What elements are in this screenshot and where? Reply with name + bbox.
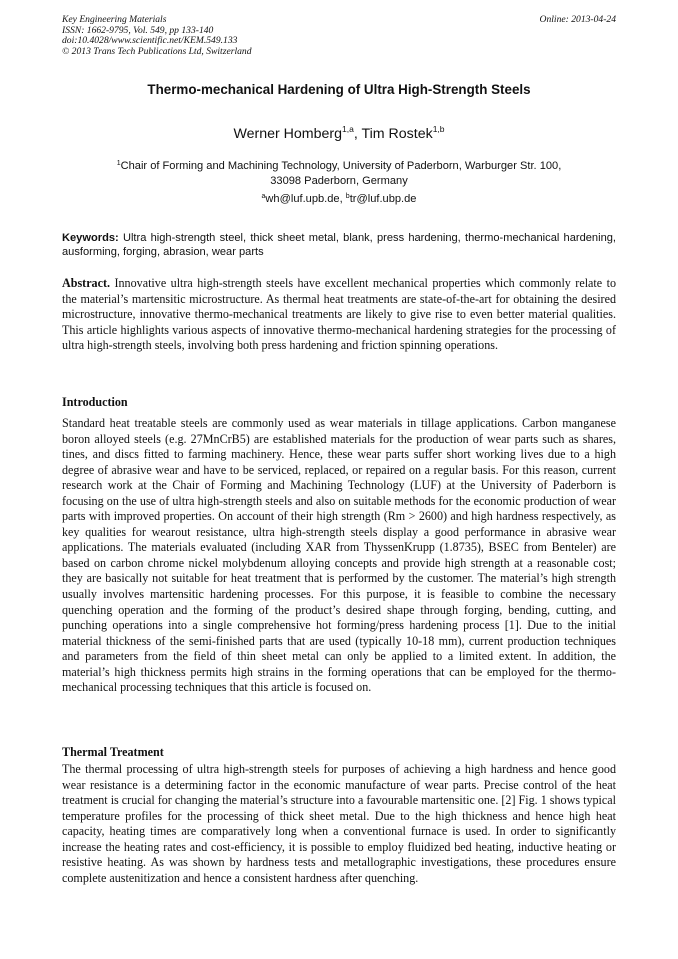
journal-name: Key Engineering Materials bbox=[62, 14, 167, 25]
affiliation-superscript: 1 bbox=[116, 160, 121, 167]
online-date: Online: 2013-04-24 bbox=[539, 14, 616, 25]
keywords-label: Keywords: bbox=[62, 232, 119, 244]
journal-header bbox=[62, 15, 616, 57]
section-heading-introduction: Introduction bbox=[62, 395, 128, 409]
email-link[interactable]: wh@luf.upb.de bbox=[265, 193, 340, 205]
author-name: Werner Homberg bbox=[233, 126, 343, 142]
author-separator: , bbox=[353, 126, 362, 142]
keywords-text: Ultra high-strength steel, thick sheet metal, blank, press hardening, thermo-mechanical hardening, ausforming, forging, abrasion, wear parts bbox=[62, 232, 616, 259]
email-superscript: a bbox=[261, 193, 266, 200]
paper-title: Thermo-mechanical Hardening of Ultra High-Strength Steels bbox=[147, 82, 531, 97]
author-superscript: 1,b bbox=[432, 124, 445, 134]
journal-issn-volume: ISSN: 1662-9795, Vol. 549, pp 133-140 bbox=[62, 24, 214, 36]
section-body-thermal-treatment: The thermal processing of ultra high-strength steels for purposes of achieving a high hardness and hence good wear resistance is a determining factor in the economic manufacture of wear parts. Precise control of the heat treatment is crucial for changing the material’s structure into a favourable martensitic one. [2] Fig. 1 shows typical temperature profiles for the processing of thick sheet metal. Due to the high thickness and hence high heat capacity, heating times are comparatively long when a conventional furnace is used. In order to significantly increase the heating rates and cost-efficiency, it is possible to employ fluidized bed heating, inductive heating or resistive heating. As was shown by hardness tests and metallographic investigations, these procedures ensure complete austenitization and hence a consistent hardness after quenching. bbox=[62, 762, 616, 885]
author-emails bbox=[62, 193, 616, 205]
section-heading-thermal-treatment: Thermal Treatment bbox=[62, 745, 164, 759]
author-superscript: 1,a bbox=[342, 124, 354, 134]
section-body-introduction: Standard heat treatable steels are commonly used as wear materials in tillage applications. Carbon manganese boron alloyed steels (e.g. 27MnCrB5) are established materials for the production of wear parts such as shares, tines, and discs fitted to farming machinery. Hence, these wear parts suffer short working lives due to a high degree of abrasive wear and have to be serviced, replaced, or repaired on a regular basis. For this reason, current research work at the Chair of Forming and Machining Technology (LUF) at the University of Paderborn is focusing on the use of ultra high-strength steels and also on suitable methods for the economic production of wear parts with improved properties. On account of their high strength (Rm > 2600) and high hardness respectively, as key qualities for wearout resistance, ultra high-strength steels display a good performance in abrasive wear applications. The materials evaluated (including XAR from ThyssenKrupp (1.8735), BSEC from Benteler) are based on carbon chrome nickel molybdenum alloying concepts and provide high strength at a reasonable cost; they are basically not suitable for heat treatment that is performed by the customer. The material’s high strength usually involves martensitic hardening processes. For this purpose, it is feasible to combine the necessary quenching operation and the forming of the product’s desired shape through forging, bending, cutting, and punching operations into a single comprehensive hot forming/press hardening process [1]. Due to the initial material thickness of the semi-finished parts that are used (typically 10-18 mm), current production techniques and parameters from the field of thin sheet metal can only be applied to a limited extent. In addition, the material’s high thickness permits high strains in the forming operations that can be employed for the thermo-mechanical processing techniques that this article is focused on. bbox=[62, 416, 616, 695]
abstract bbox=[62, 276, 616, 354]
keywords bbox=[62, 231, 616, 260]
email-link[interactable]: tr@luf.ubp.de bbox=[349, 193, 417, 205]
journal-copyright: © 2013 Trans Tech Publications Ltd, Switzerland bbox=[62, 45, 252, 57]
abstract-label: Abstract. bbox=[62, 276, 111, 290]
affiliation bbox=[62, 159, 616, 188]
email-superscript: b bbox=[345, 193, 350, 200]
email-separator: , bbox=[339, 193, 346, 205]
author-name: Tim Rostek bbox=[361, 126, 433, 142]
affiliation-line: 33098 Paderborn, Germany bbox=[270, 174, 408, 187]
affiliation-line: Chair of Forming and Machining Technology, University of Paderborn, Warburger Str. 100, bbox=[120, 160, 562, 172]
author-list bbox=[62, 126, 616, 142]
journal-doi: doi:10.4028/www.scientific.net/KEM.549.133 bbox=[62, 35, 238, 47]
abstract-text: Innovative ultra high-strength steels have excellent mechanical properties which commonly relate to the material’s martensitic microstructure. As thermal heat treatments are state-of-the-art for obtaining the desired microstructure, innovative thermo-mechanical treatments are likely to give rise to even better material qualities. This article highlights various aspects of innovative thermo-mechanical hardening strategies for the processing of ultra high-strength steels, involving both press hardening and friction spinning operations. bbox=[62, 276, 616, 353]
